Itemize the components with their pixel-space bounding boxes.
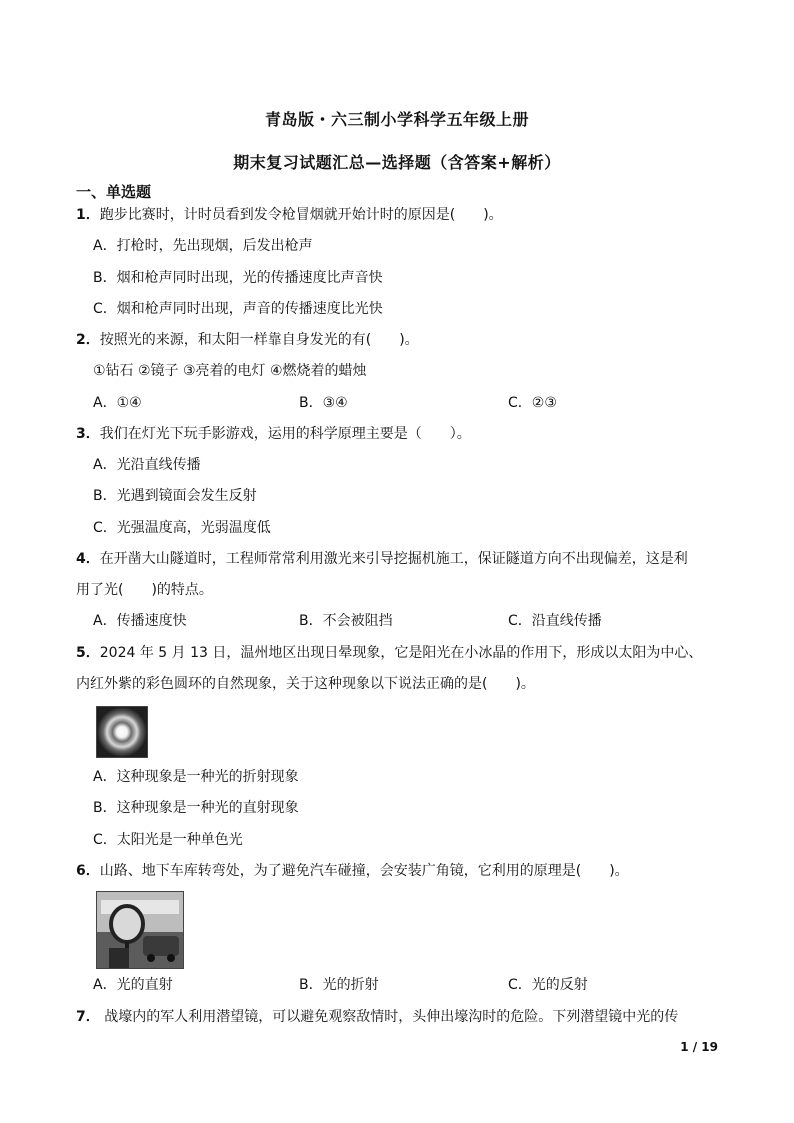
question-number: 5． [76, 645, 100, 661]
option-b: B．光遇到镜面会发生反射 [93, 488, 257, 504]
question-4 [76, 549, 688, 569]
option-a: A．传播速度快 [93, 613, 187, 629]
question-text-line: ①钻石 ②镜子 ③亮着的电灯 ④燃烧着的蜡烛 [93, 363, 367, 379]
question-7 [76, 1007, 678, 1027]
question-text: 山路、地下车库转弯处，为了避免汽车碰撞，会安装广角镜，它利用的原理是( )。 [99, 863, 629, 879]
section-heading: 一、单选题 [76, 183, 152, 201]
option-a: A．①④ [93, 395, 142, 411]
question-number: 4． [76, 551, 100, 567]
option-a: A．打枪时，先出现烟，后发出枪声 [93, 238, 313, 254]
question-text: 在开凿大山隧道时，工程师常常利用激光来引导挖掘机施工，保证隧道方向不出现偏差，这是利 [99, 551, 688, 567]
document-subtitle: 期末复习试题汇总—选择题（含答案+解析） [233, 153, 561, 172]
question-number: 1． [76, 207, 100, 223]
option-c: C．光强温度高，光弱温度低 [93, 520, 271, 536]
option-a: A．这种现象是一种光的折射现象 [93, 769, 299, 785]
option-b: B．这种现象是一种光的直射现象 [93, 800, 299, 816]
option-b: B．不会被阻挡 [299, 613, 393, 629]
option-c: C．太阳光是一种单色光 [93, 832, 243, 848]
question-text-line: 内红外紫的彩色圆环的自然现象，关于这种现象以下说法正确的是( )。 [76, 676, 535, 692]
option-c: C．沿直线传播 [508, 613, 602, 629]
question-text: 2024 年 5 月 13 日，温州地区出现日晕现象，它是阳光在小冰晶的作用下，形成以太阳为中心、 [99, 645, 703, 661]
option-c: C．②③ [508, 395, 557, 411]
question-1 [76, 205, 503, 225]
option-a: A．光沿直线传播 [93, 457, 201, 473]
question-text: 按照光的来源，和太阳一样靠自身发光的有( )。 [99, 332, 419, 348]
question-text-line: 用了光( )的特点。 [76, 582, 213, 598]
question-text: 跑步比赛时，计时员看到发令枪冒烟就开始计时的原因是( )。 [99, 207, 503, 223]
page-number: 1 / 19 [680, 1040, 718, 1054]
question-number: 7． [76, 1009, 100, 1025]
question-text: 战壕内的军人利用潜望镜，可以避免观察敌情时，头伸出壕沟时的危险。下列潜望镜中光的传 [99, 1009, 679, 1025]
option-b: B．③④ [299, 395, 348, 411]
option-a: A．光的直射 [93, 977, 173, 993]
option-c: C．烟和枪声同时出现，声音的传播速度比光快 [93, 301, 383, 317]
sun-halo-photo [96, 706, 148, 758]
question-number: 2． [76, 332, 100, 348]
question-number: 6． [76, 863, 100, 879]
question-5 [76, 643, 702, 663]
option-b: B．烟和枪声同时出现，光的传播速度比声音快 [93, 270, 383, 286]
option-c: C．光的反射 [508, 977, 588, 993]
question-2 [76, 330, 419, 350]
question-text: 我们在灯光下玩手影游戏，运用的科学原理主要是（ ）。 [99, 426, 471, 442]
question-3 [76, 424, 471, 444]
question-6 [76, 861, 629, 881]
wide-angle-mirror-photo [96, 891, 184, 969]
document-title: 青岛版・六三制小学科学五年级上册 [264, 110, 529, 129]
option-b: B．光的折射 [299, 977, 379, 993]
question-number: 3． [76, 426, 100, 442]
